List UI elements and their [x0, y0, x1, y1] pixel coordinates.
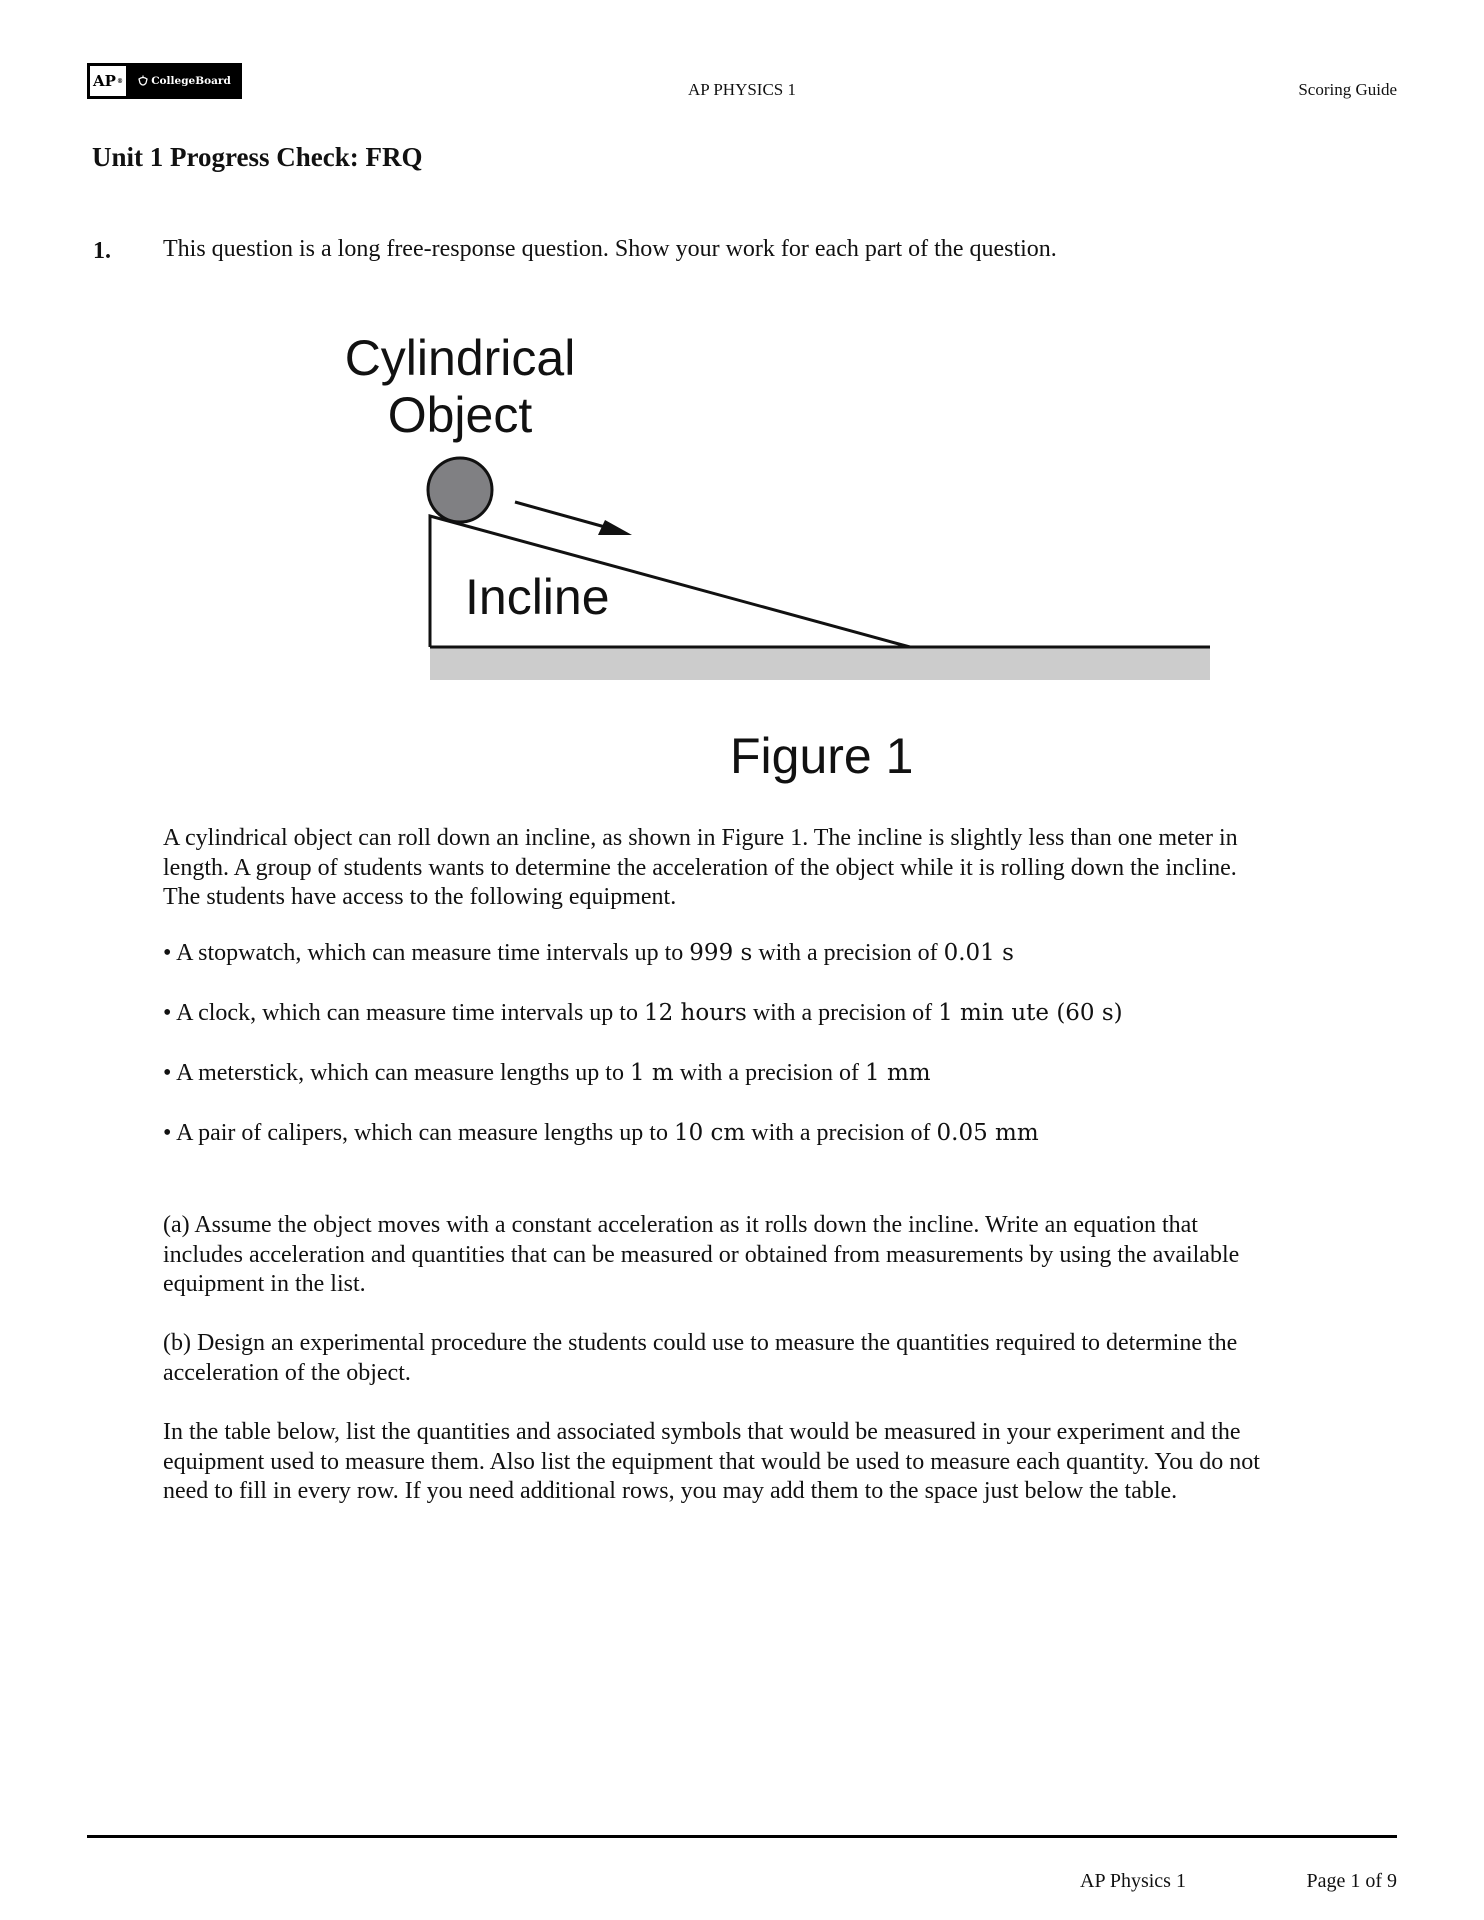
page-title: Unit 1 Progress Check: FRQ — [92, 142, 423, 172]
part-a-prompt — [163, 1211, 1413, 1300]
part-a-line: includes acceleration and quantities that can be measured or obtained from measurements by using the available — [163, 1241, 1240, 1268]
header-doc-type: Scoring Guide — [1298, 80, 1397, 99]
figure-1 — [0, 0, 1484, 800]
header-course: AP PHYSICS 1 — [687, 80, 797, 99]
equipment-range: 1 m — [629, 1060, 674, 1086]
equipment-mid: with a precision of — [746, 1000, 939, 1026]
equipment-item-clock — [163, 1000, 1123, 1027]
equipment-range: 999 s — [689, 940, 753, 966]
equipment-text: A meterstick, which can measure lengths up to — [176, 1060, 630, 1086]
equipment-text: A clock, which can measure time intervals up to — [176, 1000, 644, 1026]
equipment-mid: with a precision of — [673, 1060, 866, 1086]
instructions-line: equipment used to measure them. Also list the equipment that would be used to measure each quantity. You do not — [163, 1448, 1260, 1475]
intro-line: The students have access to the following equipment. — [163, 884, 677, 910]
bullet: • — [163, 1120, 172, 1146]
equipment-range: 12 hours — [643, 1000, 747, 1026]
equipment-mid: with a precision of — [752, 940, 944, 966]
instructions-line: In the table below, list the quantities and associated symbols that would be measured in your experiment and the — [163, 1419, 1241, 1445]
bullet: • — [163, 940, 172, 966]
intro-line: length. A group of students wants to determine the acceleration of the object while it is rolling down the incline. — [163, 854, 1237, 881]
part-b-line: (b) Design an experimental procedure the students could use to measure the quantities required to determine the — [163, 1330, 1238, 1356]
instructions-line: need to fill in every row. If you need additional rows, you may add them to the space just below the table. — [163, 1478, 1178, 1504]
equipment-mid: with a precision of — [745, 1120, 937, 1146]
part-a-line: (a) Assume the object moves with a constant acceleration as it rolls down the incline. Write an equation that — [163, 1212, 1198, 1238]
figure-caption: Figure 1 — [730, 728, 914, 784]
equipment-precision: 0.05 mm — [936, 1120, 1039, 1146]
footer-divider — [87, 1835, 1397, 1838]
page-number: Page 1 of 9 — [1306, 1870, 1397, 1892]
equipment-item-stopwatch — [163, 940, 1014, 967]
intro-paragraph — [163, 824, 1413, 913]
question-number: 1. — [93, 238, 111, 264]
part-a-line: equipment in the list. — [163, 1271, 366, 1297]
object-label-line2: Object — [387, 387, 533, 443]
bullet: • — [163, 1060, 172, 1086]
bullet: • — [163, 1000, 172, 1026]
question-intro: This question is a long free-response question. Show your work for each part of the question. — [163, 236, 1057, 262]
motion-arrow-shaft — [515, 502, 605, 527]
part-b-line: acceleration of the object. — [163, 1359, 411, 1386]
equipment-text: A pair of calipers, which can measure lengths up to — [176, 1120, 674, 1146]
table-instructions — [163, 1418, 1413, 1507]
ap-logo-text: AP — [93, 72, 116, 90]
collegeboard-text: CollegeBoard — [151, 75, 231, 87]
equipment-item-calipers — [163, 1120, 1039, 1147]
part-b-prompt — [163, 1329, 1413, 1388]
equipment-text: A stopwatch, which can measure time intervals up to — [176, 940, 690, 966]
footer-course: AP Physics 1 — [1080, 1870, 1186, 1892]
equipment-precision: 1 min ute (60 s) — [938, 1000, 1123, 1026]
ground — [430, 648, 1210, 680]
equipment-item-meterstick — [163, 1060, 931, 1087]
registered-mark: ® — [116, 77, 123, 85]
incline-label: Incline — [465, 569, 610, 625]
equipment-precision: 1 mm — [865, 1060, 931, 1086]
equipment-range: 10 cm — [673, 1120, 746, 1146]
object-label-line1: Cylindrical — [344, 330, 576, 386]
equipment-precision: 0.01 s — [943, 940, 1014, 966]
motion-arrow-head — [598, 520, 632, 535]
cylindrical-object — [428, 458, 492, 522]
intro-line: A cylindrical object can roll down an incline, as shown in Figure 1. The incline is slightly less than one meter in — [163, 825, 1238, 851]
